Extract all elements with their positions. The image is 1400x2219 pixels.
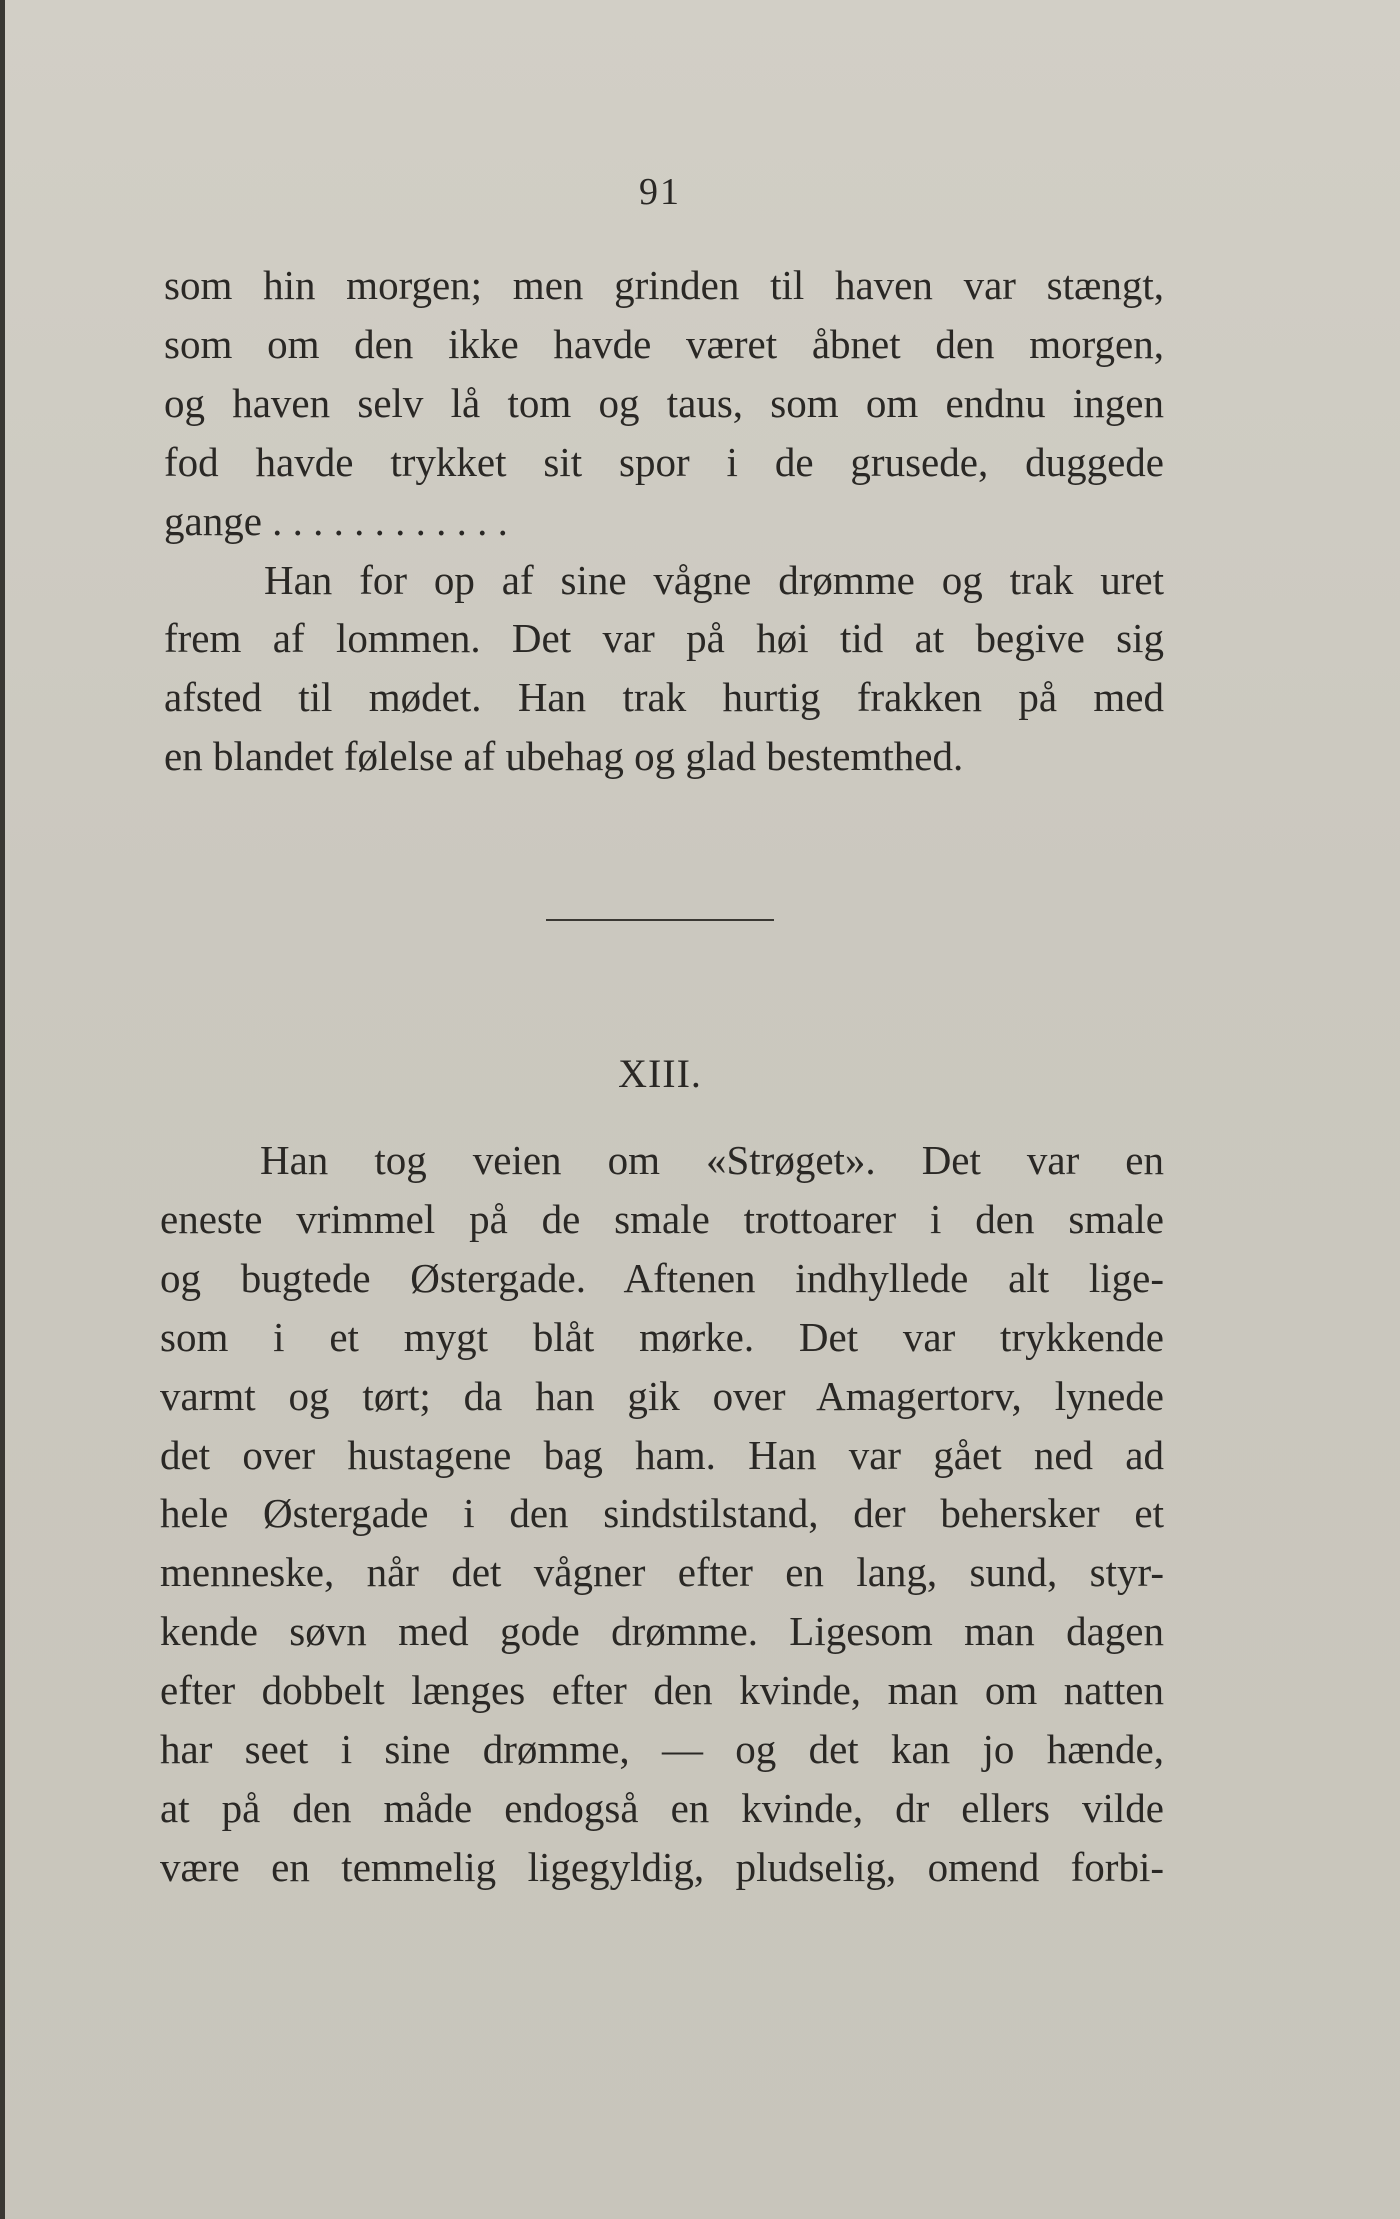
- text-section-2: [160, 1131, 1164, 1897]
- page-number: 91: [639, 171, 681, 213]
- text-line: Han for op af sine vågne drømme og trak uret: [264, 556, 1164, 603]
- text-line: gange . . . . . . . . . . . .: [164, 497, 508, 544]
- text-line: menneske, når det vågner efter en lang, sund, styr-: [160, 1549, 1164, 1596]
- text-line: være en temmelig ligegyldig, pludselig, omend forbi-: [160, 1843, 1164, 1890]
- chapter-heading: XIII.: [618, 1051, 702, 1096]
- text-line: som i et mygt blåt mørke. Det var trykkende: [160, 1313, 1164, 1360]
- text-line: og bugtede Østergade. Aftenen indhyllede alt lige-: [160, 1254, 1164, 1301]
- text-line: og haven selv lå tom og taus, som om endnu ingen: [164, 379, 1164, 426]
- text-line: kende søvn med gode drømme. Ligesom man dagen: [160, 1608, 1164, 1655]
- text-line: efter dobbelt længes efter den kvinde, man om natten: [160, 1667, 1164, 1714]
- text-line: hele Østergade i den sindstilstand, der behersker et: [160, 1490, 1164, 1537]
- text-section-1: [164, 256, 1164, 786]
- text-line: har seet i sine drømme, — og det kan jo hænde,: [160, 1726, 1164, 1773]
- text-line: en blandet følelse af ubehag og glad bestemthed.: [164, 733, 964, 780]
- text-line: som hin morgen; men grinden til haven var stængt,: [164, 262, 1164, 308]
- text-line: at på den måde endogså en kvinde, dr ellers vilde: [160, 1784, 1164, 1831]
- text-line: som om den ikke havde været åbnet den morgen,: [164, 320, 1164, 367]
- page-edge: [0, 0, 5, 2219]
- text-line: eneste vrimmel på de smale trottoarer i den smale: [160, 1195, 1164, 1242]
- text-line: Han tog veien om «Strøget». Det var en: [260, 1137, 1164, 1183]
- text-line: fod havde trykket sit spor i de grusede, duggede: [164, 438, 1164, 485]
- text-line: afsted til mødet. Han trak hurtig frakken på med: [164, 674, 1164, 721]
- text-line: varmt og tørt; da han gik over Amagertorv, lynede: [160, 1372, 1164, 1419]
- section-divider: [546, 919, 774, 921]
- text-line: det over hustagene bag ham. Han var gået ned ad: [160, 1431, 1164, 1478]
- text-line: frem af lommen. Det var på høi tid at begive sig: [164, 615, 1164, 662]
